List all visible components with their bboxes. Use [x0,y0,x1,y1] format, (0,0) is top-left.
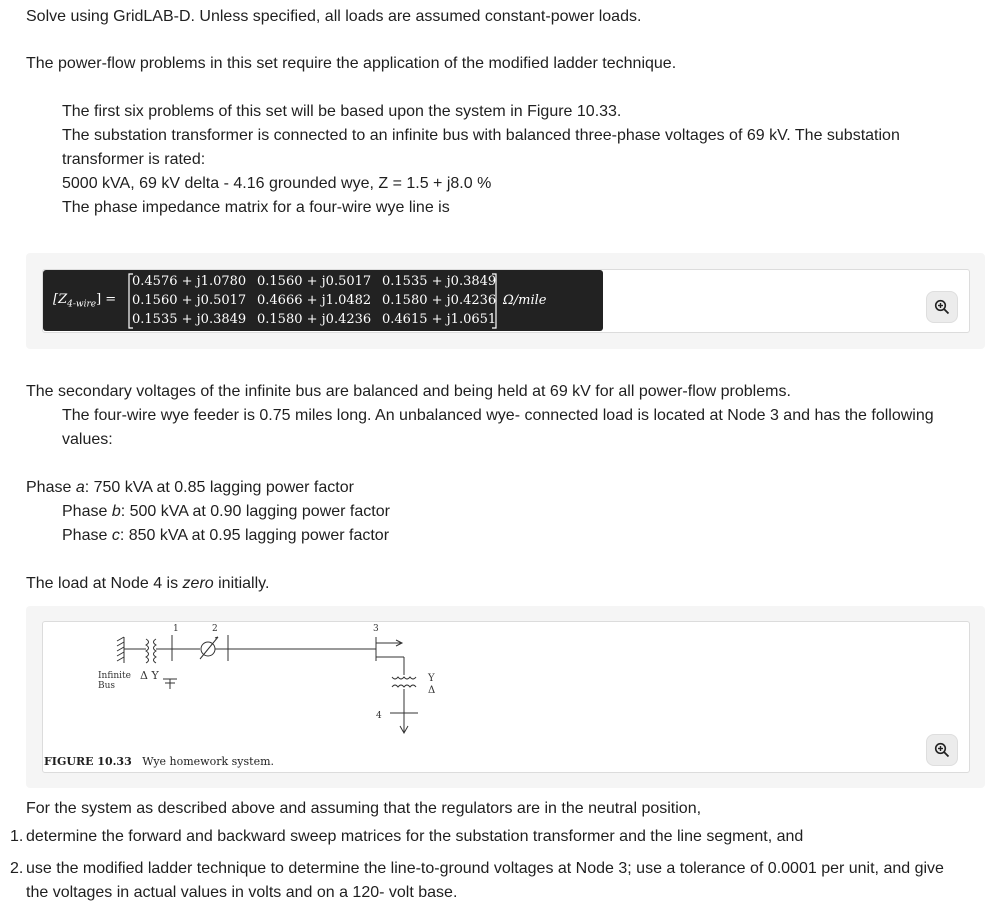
matrix-unit: Ω/mile [503,293,547,308]
node-1-label: 1 [173,624,179,634]
indent-line-3: transformer is rated: [62,151,206,168]
mid-line-3: values: [62,431,113,448]
matrix-r2c3: 0.1580 + j0.4236 [382,293,497,308]
load-phase-c: Phase c: 850 kVA at 0.95 lagging power factor [62,527,390,544]
question-2-number: 2. [10,860,24,877]
node4-text: The load at Node 4 is zero initially. [26,575,270,592]
zoom-matrix-button[interactable] [926,291,958,323]
question-2-line-2: the voltages in actual values in volts and on a 120- volt base. [26,884,458,901]
matrix-r1c2: 0.1560 + j0.5017 [257,274,372,289]
delta-y-label: Δ Y [140,669,159,682]
question-1-number: 1. [10,828,24,845]
circuit-diagram [42,621,642,771]
matrix-r1c1: 0.4576 + j1.0780 [132,274,247,289]
bus-label: Bus [98,681,116,691]
figure-caption: FIGURE 10.33 Wye homework system. [44,755,275,768]
y-label: Y [428,673,435,684]
matrix-r2c1: 0.1560 + j0.5017 [132,293,247,308]
matrix-r3c1: 0.1535 + j0.3849 [132,312,247,327]
node-4-label: 4 [376,711,382,721]
indent-line-1: The first six problems of this set will be based upon the system in Figure 10.33. [62,103,622,120]
intro-line-1: Solve using GridLAB-D. Unless specified, all loads are assumed constant-power loads. [26,8,642,25]
load-phase-b: Phase b: 500 kVA at 0.90 lagging power factor [62,503,390,520]
zoom-figure-button[interactable] [926,734,958,766]
indent-line-2: The substation transformer is connected to an infinite bus with balanced three-phase voltages of 69 kV. The substation [62,127,900,144]
matrix-label: $[Z_{4-wire}]$ = [53,292,117,310]
indent-line-4: 5000 kVA, 69 kV delta - 4.16 grounded wye, Z = 1.5 + j8.0 % [62,175,492,192]
matrix-r2c2: 0.4666 + j1.0482 [257,293,372,308]
node-3-label: 3 [373,624,379,634]
questions-lead: For the system as described above and assuming that the regulators are in the neutral position, [26,800,702,817]
question-2-line-1: use the modified ladder technique to determine the line-to-ground voltages at Node 3; use a tolerance of 0.0001 per unit, and give [26,860,944,877]
zoom-in-icon [934,299,950,315]
delta-label: Δ [428,685,436,696]
node-2-label: 2 [212,624,218,634]
intro-line-2: The power-flow problems in this set require the application of the modified ladder technique. [26,55,677,72]
zoom-in-icon [934,742,950,758]
matrix-r3c2: 0.1580 + j0.4236 [257,312,372,327]
matrix-r3c3: 0.4615 + j1.0651 [382,312,497,327]
impedance-matrix [43,270,603,331]
mid-line-2: The four-wire wye feeder is 0.75 miles long. An unbalanced wye- connected load is located at Node 3 and has the following [62,407,934,424]
infinite-label: Infinite [98,671,131,681]
load-phase-a: Phase a: 750 kVA at 0.85 lagging power factor [26,479,354,496]
matrix-r1c3: 0.1535 + j0.3849 [382,274,497,289]
question-1: determine the forward and backward sweep matrices for the substation transformer and the line segment, and [26,828,804,845]
mid-line-1: The secondary voltages of the infinite bus are balanced and being held at 69 kV for all power-flow problems. [26,383,791,400]
indent-line-5: The phase impedance matrix for a four-wire wye line is [62,199,450,216]
